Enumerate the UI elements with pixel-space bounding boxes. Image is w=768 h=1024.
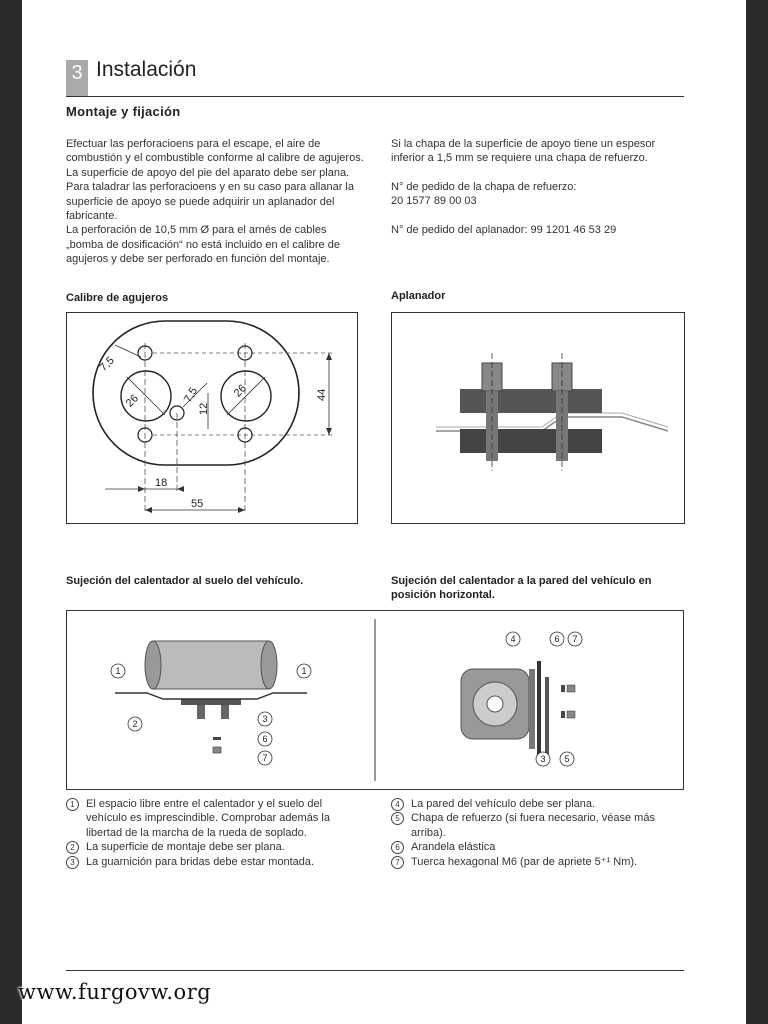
dim-label: 44 xyxy=(316,388,328,401)
legend-item xyxy=(66,797,366,840)
legend-number: 2 xyxy=(66,841,79,854)
paragraph: La perforación de 10,5 mm Ø para el arnés de cables „bomba de dosificación“ no está incluido en el calibre de agujeros y debe ser perforado en función del montaje. xyxy=(66,224,340,266)
flattener-lower-jaw xyxy=(460,429,602,453)
paragraph: Si la chapa de la superficie de apoyo tiene un espesor inferior a 1,5 mm se requiere una chapa de refuerzo. xyxy=(391,138,656,165)
callout-label: 6 xyxy=(262,734,268,744)
legend-number: 7 xyxy=(391,856,404,869)
callout-label: 1 xyxy=(115,666,121,676)
legend-number: 6 xyxy=(391,841,404,854)
dim-label: 26 xyxy=(231,382,249,400)
order-number-label: N° de pedido de la chapa de refuerzo: xyxy=(391,180,577,193)
callout-label: 3 xyxy=(262,714,268,724)
legend-item xyxy=(391,855,683,869)
header-rule xyxy=(66,96,684,97)
callout-label: 3 xyxy=(540,754,546,764)
section-title: Montaje y fijación xyxy=(66,104,181,119)
floor-mount-caption: Sujeción del calentador al suelo del vehículo. xyxy=(66,575,304,587)
paragraph: La superficie de apoyo del pie del aparato debe ser plana. Para taladrar las perforacioens y en su caso para allanar la superficie de apoyo se puede adquirir un aplanador del fabricante. xyxy=(66,166,354,223)
legend-text: La pared del vehículo debe ser plana. xyxy=(411,798,596,810)
legend-item xyxy=(66,840,366,854)
legend-item xyxy=(66,855,366,869)
document-page xyxy=(22,0,746,1024)
heater-body-floor xyxy=(150,641,273,689)
callout-label: 2 xyxy=(132,719,138,729)
callout-label: 1 xyxy=(301,666,307,676)
legend-text: El espacio libre entre el calentador y el suelo del vehículo es imprescindible. Comprobar además la libertad de la marcha de la rueda de soplado. xyxy=(86,798,330,839)
dim-label: 7,5 xyxy=(97,354,117,374)
flattener-order-number: N° de pedido del aplanador: 99 1201 46 53 29 xyxy=(391,223,617,236)
flattener-upper-jaw xyxy=(460,389,602,413)
drill-template-caption: Calibre de agujeros xyxy=(66,292,169,304)
legend-number: 4 xyxy=(391,798,404,811)
callout-label: 7 xyxy=(262,753,268,763)
left-text-column xyxy=(66,137,366,267)
dim-label: 26 xyxy=(123,392,141,410)
dim-label: 12 xyxy=(198,402,210,415)
legend-item xyxy=(391,797,683,811)
dim-label: 7,5 xyxy=(181,385,200,405)
legend-text: La superficie de montaje debe ser plana. xyxy=(86,841,285,854)
legend-number: 5 xyxy=(391,812,404,825)
legend-text: Arandela elástica xyxy=(411,841,496,854)
order-number-value: 20 1577 89 00 03 xyxy=(391,195,477,208)
drill-template-figure xyxy=(66,312,358,524)
flattener-figure xyxy=(391,312,685,524)
legend-item xyxy=(391,811,683,840)
legend-right xyxy=(391,797,683,869)
footer-rule xyxy=(66,970,684,971)
right-text-column xyxy=(391,137,691,237)
legend-number: 3 xyxy=(66,856,79,869)
legend-number: 1 xyxy=(66,798,79,811)
watermark: www.furgovw.org xyxy=(18,980,212,1004)
legend-item xyxy=(391,840,683,854)
callout-label: 6 xyxy=(554,634,560,644)
legend-text: La guarnición para bridas debe estar montada. xyxy=(86,855,315,868)
callout-label: 7 xyxy=(572,634,578,644)
dim-label: 18 xyxy=(155,477,168,489)
legend-text: Tuerca hexagonal M6 (par de apriete 5⁺¹ Nm). xyxy=(411,855,638,868)
chapter-title: Instalación xyxy=(96,58,197,81)
vehicle-wall xyxy=(537,661,541,757)
legend-left xyxy=(66,797,366,869)
paragraph: Efectuar las perforacioens para el escape, el aire de combustión y el combustible conforme al calibre de agujeros. xyxy=(66,138,364,165)
chapter-number: 3 xyxy=(66,60,88,96)
dim-label: 55 xyxy=(191,498,204,510)
wall-mount-caption: Sujeción del calentador a la pared del vehículo en posición horizontal. xyxy=(391,575,652,601)
legend-text: Chapa de refuerzo (si fuera necesario, véase más arriba). xyxy=(411,812,655,839)
mounting-figure xyxy=(66,610,684,790)
flattener-caption: Aplanador xyxy=(391,290,446,302)
callout-label: 5 xyxy=(564,754,570,764)
callout-label: 4 xyxy=(510,634,516,644)
